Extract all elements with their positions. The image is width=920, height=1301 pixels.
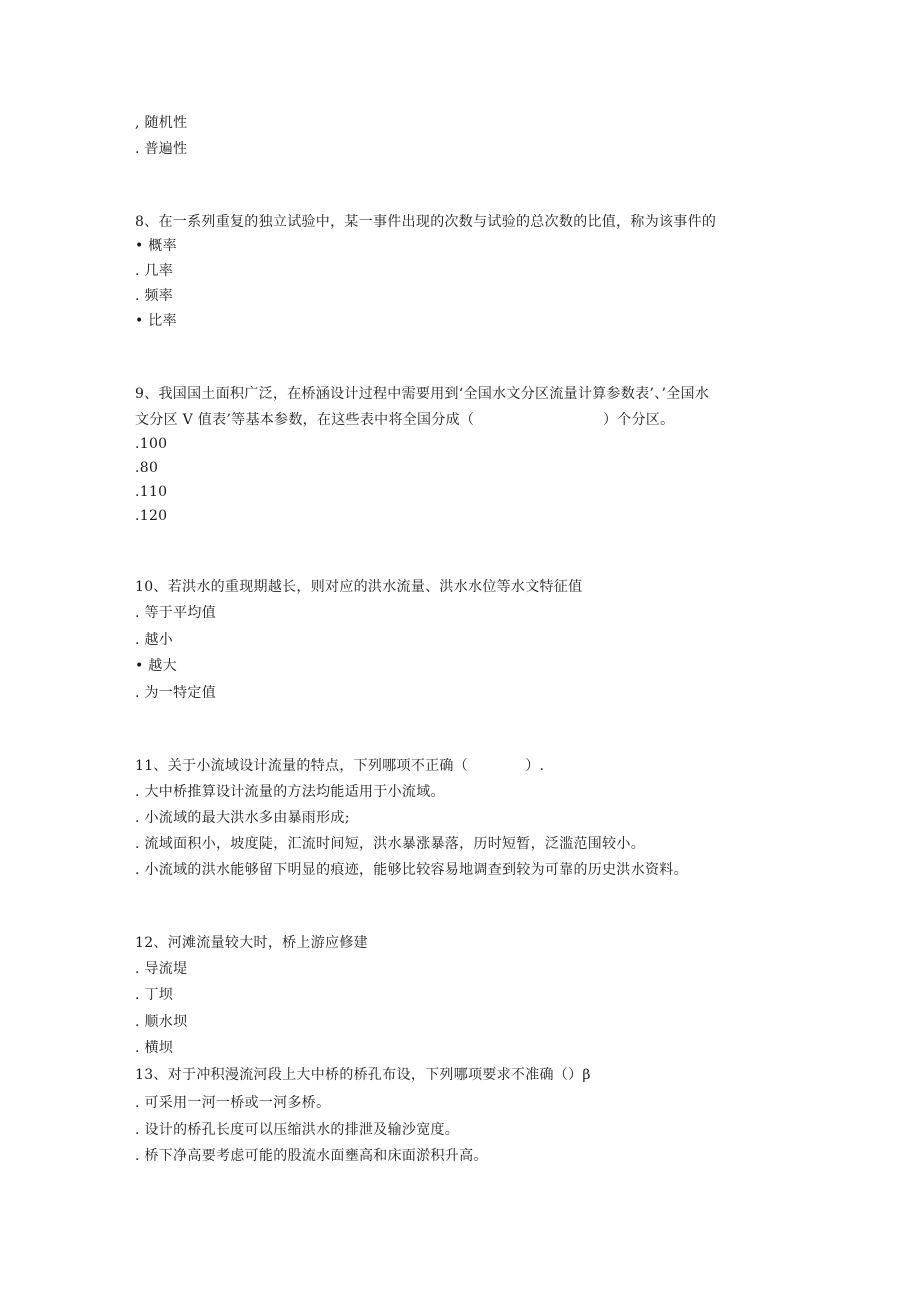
question-12-option-d: . 横坝 (135, 1040, 174, 1056)
question-12-option-c: . 顺水坝 (135, 1014, 188, 1030)
question-11-option-d: . 小流域的洪水能够留下明显的痕迹，能够比较容易地调查到较为可靠的历史洪水资料。 (135, 862, 688, 878)
question-10-option-c: • 越大 (135, 658, 177, 674)
question-10-option-a: . 等于平均值 (135, 605, 216, 621)
question-13-stem: 13、对于冲积漫流河段上大中桥的桥孔布设，下列哪项要求不准确（）β (135, 1067, 591, 1083)
question-9-option-a: .100 (135, 436, 168, 452)
question-9-option-c: .110 (135, 484, 168, 500)
question-8-stem: 8、在一系列重复的独立试验中，某一事件出现的次数与试验的总次数的比值，称为该事件的 (135, 214, 717, 230)
question-11-stem: 11、关于小流域设计流量的特点，下列哪项不正确（ ）. (135, 758, 545, 774)
question-9-stem-line1: 9、我国国土面积广泛，在桥涵设计过程中需要用到‘全国水文分区流量计算参数表’、’全国水 (135, 386, 710, 402)
question-8-option-d: • 比率 (135, 313, 177, 329)
option-prev-a: , 随机性 (135, 115, 188, 131)
question-13-option-c: . 桥下净高要考虑可能的股流水面壅高和床面淤积升高。 (135, 1148, 488, 1164)
question-9-stem-line2: 文分区 V 值表’等基本参数，在这些表中将全国分成（ ）个分区。 (135, 412, 675, 428)
question-10-option-d: . 为一特定值 (135, 685, 216, 701)
question-12-option-b: . 丁坝 (135, 987, 174, 1003)
question-13-option-a: . 可采用一河一桥或一河多桥。 (135, 1095, 331, 1111)
question-9-option-d: .120 (135, 508, 168, 524)
question-9-option-b: .80 (135, 460, 159, 476)
question-12-option-a: . 导流堤 (135, 961, 188, 977)
question-8-option-a: • 概率 (135, 238, 177, 254)
question-10-option-b: . 越小 (135, 632, 174, 648)
option-prev-b: . 普遍性 (135, 141, 188, 157)
question-13-option-b: . 设计的桥孔长度可以压缩洪水的排泄及输沙宽度。 (135, 1122, 460, 1138)
question-11-option-b: . 小流域的最大洪水多由暴雨形成; (135, 810, 350, 826)
question-8-option-c: . 频率 (135, 288, 174, 304)
question-10-stem: 10、若洪水的重现期越长，则对应的洪水流量、洪水水位等水文特征值 (135, 579, 583, 595)
question-11-option-c: . 流域面积小，坡度陡，汇流时间短，洪水暴涨暴落，历时短暂，泛滥范围较小。 (135, 836, 645, 852)
question-12-stem: 12、河滩流量较大时，桥上游应修建 (135, 935, 368, 951)
question-8-option-b: . 几率 (135, 263, 174, 279)
question-11-option-a: . 大中桥推算设计流量的方法均能适用于小流域。 (135, 784, 445, 800)
